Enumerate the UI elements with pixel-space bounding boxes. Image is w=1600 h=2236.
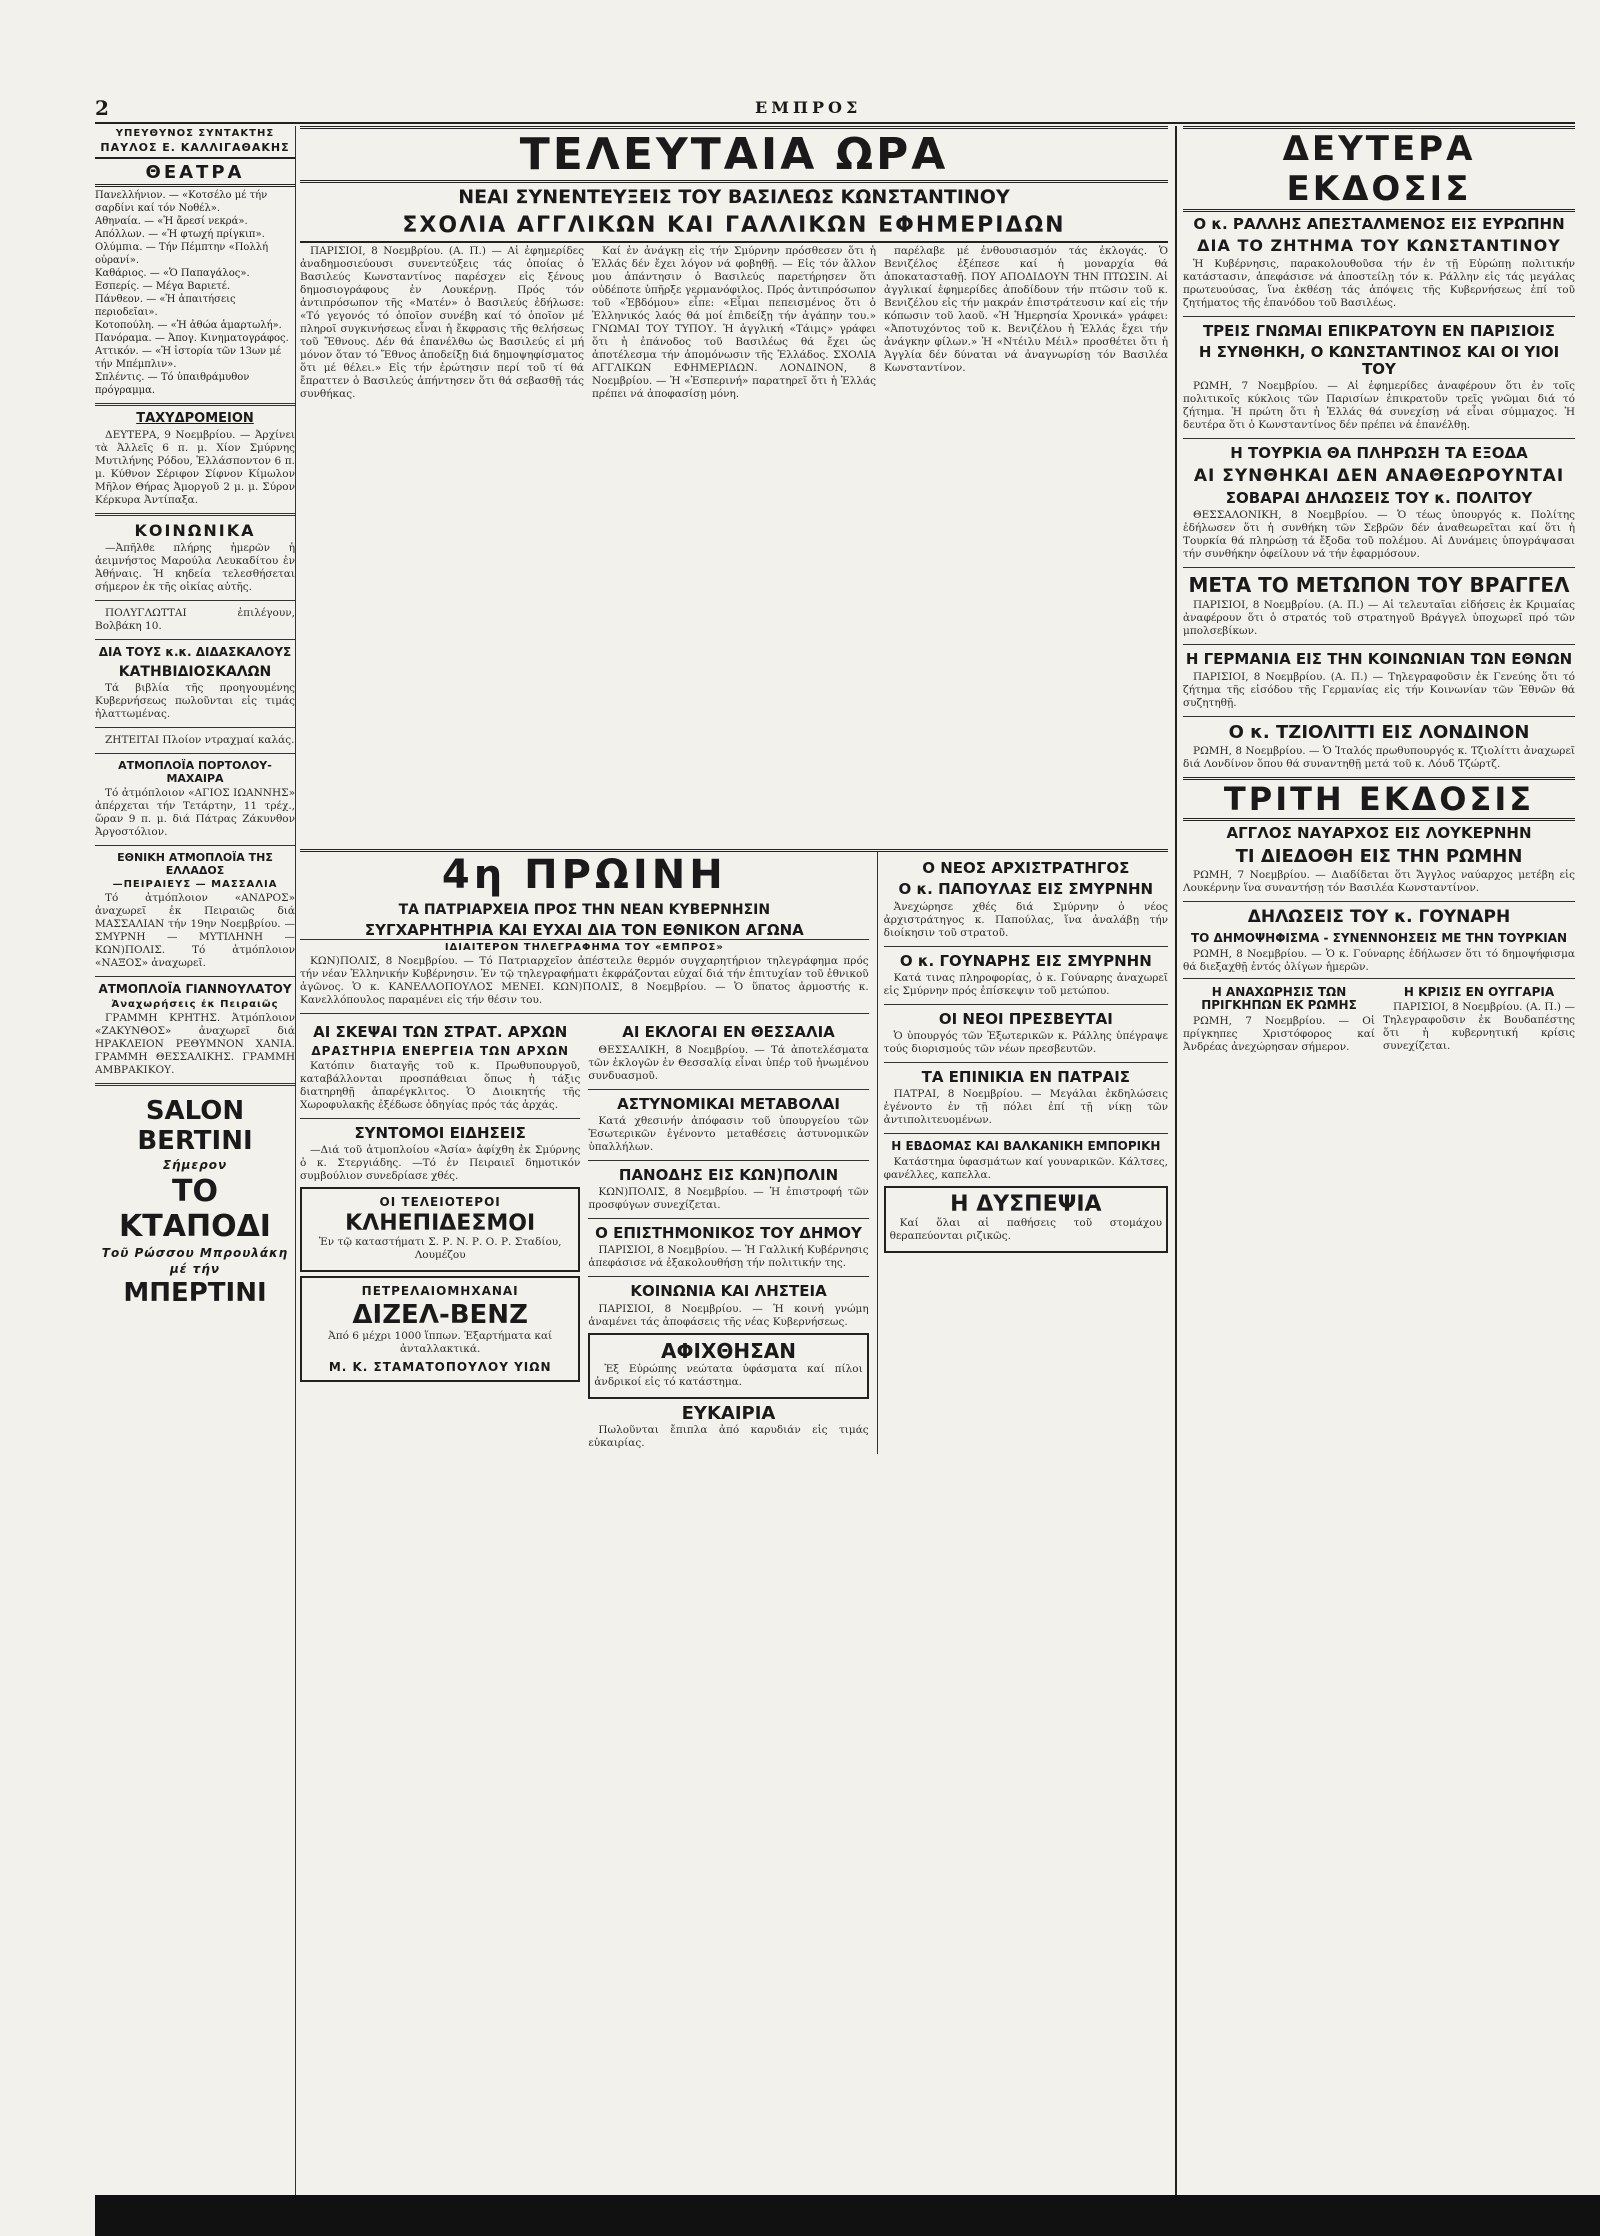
opportunity-text: Πωλοῦνται ἔπιπλα ἀπό καρυδιάν εἰς τιμάς εὐκαιρίας. — [588, 1423, 869, 1449]
wrangel-headline: ΜΕΤΑ ΤΟ ΜΕΤΩΠΟΝ ΤΟΥ ΒΡΑΓΓΕΛ — [1188, 573, 1570, 598]
ad-oil-agent: Μ. Κ. ΣΤΑΜΑΤΟΠΟΥΛΟΥ ΥΙΩΝ — [328, 1359, 552, 1374]
second-edition-title: ΔΕΥΤΕΡΑ ΕΚΔΟΣΙΣ — [1183, 126, 1575, 212]
newspaper-page — [95, 96, 1575, 2200]
last-hour-title: ΤΕΛΕΥΤΑΙΑ ΩΡΑ — [300, 126, 1168, 183]
gounaris2-text: ΡΩΜΗ, 8 Νοεμβρίου. — Ὁ κ. Γούναρης ἐδήλωσεν ὅτι τό δημοψήφισμα θά διεξαχθῇ ἐντός ὀλίγων ἡμερῶν. — [1183, 947, 1575, 973]
telegram-tag: ΙΔΙΑΙΤΕΡΟΝ ΤΗΛΕΓΡΑΦΗΜΑ ΤΟΥ «ΕΜΠΡΟΣ» — [444, 942, 724, 954]
municipal-text: ΠΑΡΙΣΙΟΙ, 8 Νοεμβρίου. — Ἡ Γαλλική Κυβέρνησις ἀπεφάσισε νά ἐξακολουθήσῃ τήν πολιτικήν της. — [588, 1244, 869, 1270]
theatre-item: Αθηναία. — «Ἡ ἄρεσί νεκρά». — [95, 215, 248, 227]
telegraph-text: ΔΕΥΤΕΡΑ, 9 Νοεμβρίου. — Ἀρχίνει τὰ Ἀλλεῖς 6 π. μ. Χίον Σμύρνης Μυτιλήνης Ρόδου, Ἑλλάσποντον 6 π. μ. Κύθνον Σέριφον Σίφνον Κίμωλον Μῆλον Θήρας Ἀμοργοῦ 2 μ. μ. Σύρον Κέρκυρα Ἀντίπαξα. — [95, 428, 295, 506]
new-leader-text: Ἀνεχώρησε χθές διά Σμύρνην ὁ νέος ἀρχιστράτηγος κ. Παπούλας, ἵνα ἀναλάβῃ τήν διοίκησιν τοῦ στρατοῦ. — [883, 900, 1168, 939]
ad1-name: ΚΑΤΗΒΙΔΙΟΣΚΑΛΩΝ — [118, 663, 272, 680]
wanted-notice: ΖΗΤΕΙΤΑΙ Πλοίον ντραχμαί καλάς. — [105, 733, 295, 746]
ship1-title: ΑΤΜΟΠΛΟΪΑ ΠΟΡΤΟΛΟΥ-ΜΑΧΑΙΡΑ — [118, 758, 272, 785]
ad-tele-name: ΚΛΗΕΠΙΔΕΣΜΟΙ — [345, 1210, 536, 1236]
lead-col-2: Καί ἐν ἀνάγκῃ εἰς τήν Σμύρνην πρόσθεσεν ὅτι ἡ Ἑλλάς δέν ἔχει λόγον νά φοβηθῇ. — Εἰς τόν ἄλλον μου ἀπάντησιν ὁ Βασιλεύς παρετήρησεν ὅτι οὐδέποτε ὑπῆρξε γερμανόφιλος. Πρός ἀντιπρόσωπον τοῦ «Ἐβδόμου» εἶπε: «Εἶμαι πεπεισμένος ὅτι ὁ Ἑλληνικός λαός θά μοί ἐπιδείξῃ τήν ἀγάπην του.» ΓΝΩΜΑΙ ΤΟΥ ΤΥΠΟΥ. Ἡ ἀγγλική «Τάιμς» γράφει ὅτι ἡ ἐπάνοδος τοῦ Βασιλέως θά ἔχει ὡς ἀποτέλεσμα τήν ἀπομόνωσιν τῆς Ἑλλάδος. ΣΧΟΛΙΑ ΑΓΓΛΙΚΩΝ ΕΦΗΜΕΡΙΔΩΝ. ΛΟΝΔΙΝΟΝ, 8 Νοεμβρίου. — Ἡ «Ἐσπερινή» παρατηρεῖ ὅτι ἡ Ἑλλάς πρέπει νά ἀποφασίσῃ μόνη. — [592, 245, 876, 401]
germany-headline: Η ΓΕΡΜΑΝΙΑ ΕΙΣ ΤΗΝ ΚΟΙΝΩΝΙΑΝ ΤΩΝ ΕΘΝΩΝ — [1185, 650, 1573, 669]
theatre-item: Πάνθεον. — «Ἡ ἀπαιτήσεις περιοδεῖαι». — [95, 293, 236, 318]
ad2-today: Σήμερον — [162, 1158, 228, 1173]
right-column — [1175, 126, 1575, 2196]
istanbul-text: ΚΩΝ)ΠΟΛΙΣ, 8 Νοεμβρίου. — Ἡ ἐπιστροφή τῶν προσφύγων συνεχίζεται. — [588, 1186, 869, 1212]
theatre-item: Ολύμπια. — Τήν Πέμπτην «Πολλή οὐρανί». — [95, 241, 269, 266]
turkey-headline: Η ΤΟΥΡΚΙΑ ΘΑ ΠΛΗΡΩΣΗ ΤΑ ΕΞΟΔΑ — [1230, 444, 1528, 463]
admiral-headline: ΑΓΓΛΟΣ ΝΑΥΑΡΧΟΣ ΕΙΣ ΛΟΥΚΕΡΝΗΝ — [1226, 824, 1532, 843]
gounaris-headline: Ο κ. ΓΟΥΝΑΡΗΣ ΕΙΣ ΣΜΥΡΝΗΝ — [899, 951, 1152, 970]
polyglot-notice: ΠΟΛΥΓΛΩΤΤΑΙ ἐπιλέγουν, Βολβάκη 10. — [95, 607, 295, 633]
three-views-headline: ΤΡΕΙΣ ΓΝΩΜΑΙ ΕΠΙΚΡΑΤΟΥΝ ΕΝ ΠΑΡΙΣΙΟΙΣ — [1202, 321, 1556, 340]
turkey-sub2: ΣΟΒΑΡΑΙ ΔΗΛΩΣΕΙΣ ΤΟΥ κ. ΠΟΛΙΤΟΥ — [1225, 489, 1533, 508]
theatre-item: Εσπερίς. — Μέγα Βαριετέ. — [95, 280, 231, 292]
admiral-sub: ΤΙ ΔΙΕΔΟΘΗ ΕΙΣ ΤΗΝ ΡΩΜΗΝ — [1235, 845, 1523, 867]
turkey-text: ΘΕΣΣΑΛΟΝΙΚΗ, 8 Νοεμβρίου. — Ὁ τέως ὑπουργός κ. Πολίτης ἐδήλωσεν ὅτι ἡ συνθήκη τῶν Σεβρῶν δέν ἀναθεωρεῖται καί ὅτι ἡ Τουρκία θά πληρώσῃ τά ἔξοδα τοῦ πολέμου. Αἱ Δυνάμεις ὑπογράψασαι τήν συνθήκην ὀφείλουν νά τήν ἐφαρμόσουν. — [1183, 509, 1575, 561]
patriarchate-sub: ΣΥΓΧΑΡΗΤΗΡΙΑ ΚΑΙ ΕΥΧΑΙ ΔΙΑ ΤΟΝ ΕΘΝΙΚΟΝ ΑΓΩΝΑ — [300, 922, 869, 940]
istanbul-headline: ΠΑΝΟΔΗΣ ΕΙΣ ΚΩΝ)ΠΟΛΙΝ — [618, 1165, 839, 1184]
arrivals-headline: ΑΦΙΧΘΗΣΑΝ — [661, 1338, 796, 1363]
page-number: 2 — [95, 96, 109, 120]
lead-col-3: παρέλαβε μέ ἐνθουσιασμόν τάς ἐκλογάς. Ὁ Βενιζέλος ἐξέπεσε καί ἡ μοναρχία θά ἀποκατασταθῇ. ΠΟΥ ΑΠΟΔΙΔΟΥΝ ΤΗΝ ΠΤΩΣΙΝ. Αἱ ἀγγλικαί ἐφημερίδες ἀποδίδουν τήν πτῶσιν τοῦ κ. Βενιζέλου εἰς τήν μακράν ἐπιστράτευσιν καί εἰς τήν κόπωσιν τοῦ λαοῦ. «Ἡ Ἡμερησία Χρονικά» γράφει: «Ἀποτυχόντος τοῦ κ. Βενιζέλου ἡ Ἑλλάς ἔχει τήν ἀνάγκην φίλων.» Ἡ «Ντέιλυ Μέιλ» προσθέτει ὅτι ἡ Ἀγγλία δέν δύναται νά ἀναγνωρίσῃ τόν Βασιλέα Κωνσταντίνον. — [884, 245, 1168, 375]
ad-tele-text: Ἐν τῷ καταστήματι Σ. Ρ. Ν. Ρ. Ο. Ρ. Σταδίου, Λουμέζου — [318, 1235, 562, 1261]
theatre-item: Πανελλήνιον. — «Κοτσέλο μέ τήν σαρδίνι καί τόν Νοθέλ». — [95, 189, 268, 214]
center-side — [877, 852, 1168, 1454]
army-sub: ΔΡΑΣΤΗΡΙΑ ΕΝΕΡΓΕΙΑ ΤΩΝ ΑΡΧΩΝ — [311, 1043, 570, 1058]
army-text: Κατόπιν διαταγῆς τοῦ κ. Πρωθυπουργοῦ, καταβάλλονται προσπάθειαι ὅπως ἡ τάξις διατηρηθῇ ἀπαρέγκλιτος. Ὁ Διοικητής τῆς Χωροφυλακῆς ἐξέδωσε ὁδηγίας πρός τάς ἀρχάς. — [300, 1059, 581, 1111]
ad2-author: Τοῦ Ρώσσου Μπρουλάκη — [101, 1246, 289, 1261]
hungary-headline: Η ΚΡΙΣΙΣ ΕΝ ΟΥΓΓΑΡΙΑ — [1403, 984, 1555, 999]
gounaris2-headline: ΔΗΛΩΣΕΙΣ ΤΟΥ κ. ΓΟΥΝΑΡΗ — [1247, 907, 1511, 928]
theatres-title: ΘΕΑΤΡΑ — [95, 163, 295, 187]
commerce-headline: Η ΕΒΔΟΜΑΣ ΚΑΙ ΒΑΛΚΑΝΙΚΗ ΕΜΠΟΡΙΚΗ — [891, 1139, 1161, 1154]
soc2-headline: ΚΟΙΝΩΝΙΑ ΚΑΙ ΛΗΣΤΕΙΑ — [630, 1282, 827, 1301]
giolitti-text: ΡΩΜΗ, 8 Νοεμβρίου. — Ὁ Ἰταλός πρωθυπουργός κ. Τζιολίττι ἀναχωρεῖ διά Λονδίνον ὅπου θά συναντηθῇ μετά τοῦ κ. Λόυδ Τζώρτζ. — [1183, 745, 1575, 771]
ship3-text: ΓΡΑΜΜΗ ΚΡΗΤΗΣ. Ἀτμόπλοιον «ΖΑΚΥΝΘΟΣ» ἀναχωρεῖ διά ΗΡΑΚΛΕΙΟΝ ΡΕΘΥΜΝΟΝ ΧΑΝΙΑ. ΓΡΑΜΜΗ ΘΕΣΣΑΛΙΚΗΣ. ΓΡΑΜΜΗ ΑΜΒΡΑΚΙΚΟΥ. — [95, 1012, 295, 1077]
patras-text: ΠΑΤΡΑΙ, 8 Νοεμβρίου. — Μεγάλαι ἐκδηλώσεις ἐγένοντο ἐν τῇ πόλει ἐπί τῇ νίκῃ τῶν ἀντιπολιτευομένων. — [883, 1088, 1168, 1127]
theatres-list — [95, 189, 295, 397]
telegraph-title: ΤΑΧΥΔΡΟΜΕΙΟΝ — [136, 410, 254, 426]
editor-name: ΠΑΥΛΟΣ Ε. ΚΑΛΛΙΓΑΘΑΚΗΣ — [95, 141, 295, 159]
ad-oil-name: ΔΙΖΕΛ-ΒΕΝΖ — [352, 1299, 528, 1330]
ship2-sub: —ΠΕΙΡΑΙΕΥΣ — ΜΑΣΣΑΛΙΑ — [112, 879, 278, 891]
giolitti-headline: Ο κ. ΤΖΙΟΛΙΤΤΙ ΕΙΣ ΛΟΝΔΙΝΟΝ — [1228, 721, 1530, 743]
three-views-text: ΡΩΜΗ, 7 Νοεμβρίου. — Αἱ ἐφημερίδες ἀναφέρουν ὅτι ἐν τοῖς πολιτικοῖς κύκλοις τῶν Παρισίων ἐπικρατοῦν τρεῖς γνῶμαι διά τό ζήτημα. Ἡ πρώτη ὅτι ἡ Ἑλλάς θά συνεχίσῃ νά εἶναι σύμμαχος. Ἡ δευτέρα ὅτι ὁ Κωνσταντίνος δέν πρέπει νά ἐπανέλθῃ. — [1183, 380, 1575, 432]
ad-oil-title: ΠΕΤΡΕΛΑΙΟΜΗΧΑΝΑΙ — [361, 1283, 519, 1298]
gounaris-text: Κατά τινας πληροφορίας, ὁ κ. Γούναρης ἀναχωρεῖ εἰς Σμύρνην πρός ἐπίσκεψιν τοῦ μετώπου. — [883, 971, 1168, 997]
police-text: Κατά χθεσινήν ἀπόφασιν τοῦ ὑπουργείου τῶν Ἐσωτερικῶν ἐγένοντο μεταθέσεις ἀστυνομικῶν ὑπαλλήλων. — [588, 1114, 869, 1153]
princes-text: ΡΩΜΗ, 7 Νοεμβρίου. — Οἱ πρίγκηπες Χριστόφορος καί Ἀνδρέας ἀνεχώρησαν σήμερον. — [1183, 1015, 1375, 1054]
arrivals-text: Ἐξ Εὐρώπης νεώτατα ὑφάσματα καί πίλοι ἀνδρικοί εἰς τό κατάστημα. — [594, 1362, 863, 1388]
dyspepsia-headline: Η ΔΥΣΠΕΨΙΑ — [950, 1192, 1102, 1218]
new-leader-headline: Ο ΝΕΟΣ ΑΡΧΙΣΤΡΑΤΗΓΟΣ — [922, 859, 1130, 878]
briefs-title: ΣΥΝΤΟΜΟΙ ΕΙΔΗΣΕΙΣ — [354, 1123, 526, 1142]
wrangel-text: ΠΑΡΙΣΙΟΙ, 8 Νοεμβρίου. (Α. Π.) — Αἱ τελευταῖαι εἰδήσεις ἐκ Κριμαίας ἀναφέρουν ὅτι ὁ στρατός τοῦ στρατηγοῦ Βράγγελ ὑποχωρεῖ πρό τῶν μπολσεβίκων. — [1183, 599, 1575, 638]
rallis-headline: Ο κ. ΡΑΛΛΗΣ ΑΠΕΣΤΑΛΜΕΝΟΣ ΕΙΣ ΕΥΡΩΠΗΝ — [1193, 215, 1565, 233]
social-text: —Ἀπῆλθε πλήρης ἡμερῶν ἡ ἀειμνήστος Μαρούλα Λευκαδίτου ἐν Ἀθήναις. Ἡ κηδεία τελεσθήσεται σήμερον ἐκ τῆς οἰκίας αὐτῆς. — [95, 542, 295, 594]
third-edition-title: ΤΡΙΤΗ ΕΚΔΟΣΙΣ — [1183, 777, 1575, 821]
ad-tele-title: ΟΙ ΤΕΛΕΙΟΤΕΡΟΙ — [379, 1194, 501, 1209]
ad-oil-text: Ἀπό 6 μέχρι 1000 ἵππων. Ἐξαρτήματα καί ἀνταλλακτικά. — [328, 1329, 553, 1355]
morning-title: 4η ΠΡΩΙΝΗ — [441, 852, 727, 899]
ad2-play: ΤΟ ΚΤΑΠΟΔΙ — [119, 1174, 271, 1245]
ship3-title: ΑΤΜΟΠΛΟΪΑ ΓΙΑΝΝΟΥΛΑΤΟΥ — [98, 982, 292, 997]
lead-article — [300, 245, 1168, 845]
three-views-sub: Η ΣΥΝΘΗΚΗ, Ο ΚΩΝΣΤΑΝΤΙΝΟΣ ΚΑΙ ΟΙ ΥΙΟΙ ΤΟΥ — [1198, 342, 1560, 379]
rallis-sub: ΔΙΑ ΤΟ ΖΗΤΗΜΑ ΤΟΥ ΚΩΝΣΤΑΝΤΙΝΟΥ — [1197, 236, 1561, 256]
hungary-text: ΠΑΡΙΣΙΟΙ, 8 Νοεμβρίου. (Α. Π.) — Τηλεγραφοῦσιν ἐκ Βουδαπέστης ὅτι ἡ κυβερνητική κρίσις συνεχίζεται. — [1383, 1001, 1575, 1053]
elections-headline: ΑΙ ΕΚΛΟΓΑΙ ΕΝ ΘΕΣΣΑΛΙΑ — [622, 1023, 835, 1042]
ad1-text: Τά βιβλία τῆς προηγουμένης Κυβερνήσεως πωλοῦνται εἰς τιμάς ἡλαττωμένας. — [95, 681, 295, 720]
center-column — [300, 126, 1168, 2196]
admiral-text: ΡΩΜΗ, 7 Νοεμβρίου. — Διαδίδεται ὅτι Ἄγγλος ναύαρχος μετέβη εἰς Λουκέρνην ἵνα συναντήσῃ τόν Βασιλέα Κωνσταντίνον. — [1183, 869, 1575, 895]
left-column — [95, 126, 296, 2196]
theatre-item: Σπλέντις. — Τό ὑπαιθράμυθον πρόγραμμα. — [95, 371, 250, 396]
lead-subheadline: ΣΧΟΛΙΑ ΑΓΓΛΙΚΩΝ ΚΑΙ ΓΑΛΛΙΚΩΝ ΕΦΗΜΕΡΙΔΩΝ — [300, 213, 1168, 243]
elections-text: ΘΕΣΣΑΛΙΚΗ, 8 Νοεμβρίου. — Τά ἀποτελέσματα τῶν ἐκλογῶν ἐν Θεσσαλίᾳ εἶναι ὑπέρ τοῦ ἡνωμένου συνδυασμοῦ. — [588, 1043, 869, 1082]
theatre-item: Αττικόν. — «Ἡ ἱστορία τῶν 13ων μέ τήν Μπέμπλιν». — [95, 345, 282, 370]
lead-headline: ΝΕΑΙ ΣΥΝΕΝΤΕΥΞΕΙΣ ΤΟΥ ΒΑΣΙΛΕΩΣ ΚΩΝΣΤΑΝΤΙΝΟΥ — [458, 186, 1010, 208]
social-title: ΚΟΙΝΩΝΙΚΑ — [134, 520, 256, 540]
salon-bertini-ad: SALON BERTINI — [137, 1096, 253, 1157]
dyspepsia-text: Καί ὅλαι αἱ παθήσεις τοῦ στομάχου θεραπεύονται ριζικῶς. — [889, 1217, 1162, 1243]
gounaris2-sub: ΤΟ ΔΗΜΟΨΗΦΙΣΜΑ - ΣΥΝΕΝΝΟΗΣΕΙΣ ΜΕ ΤΗΝ ΤΟΥΡΚΙΑΝ — [1190, 930, 1568, 945]
rallis-text: Ἡ Κυβέρνησις, παρακολουθοῦσα τήν ἐν τῇ Εὐρώπῃ πολιτικήν κατάστασιν, ἀπεφάσισε νά ἀποστείλῃ τόν κ. Ράλλην εἰς τάς μεγάλας πρωτευούσας, ἵνα ἐκθέσῃ τάς ἀπόψεις τῆς Κυβερνήσεως ἐπί τοῦ ζητήματος τῆς ἐπανόδου τοῦ Βασιλέως. — [1183, 257, 1575, 309]
lead-col-1: ΠΑΡΙΣΙΟΙ, 8 Νοεμβρίου. (Α. Π.) — Αἱ ἐφημερίδες ἀναδημοσιεύουσι συνεντεύξεις τάς ὁποίας ὁ Βασιλεύς Κωνσταντίνος παρέσχεν εἰς ξένους δημοσιογράφους ἐν Λουκέρνῃ. Πρός τόν ἀντιπρόσωπον τῆς «Ματέν» ὁ Βασιλεύς ἐδήλωσε: «Τό γεγονός τό ὁποῖον συνέβη καί τό ὁποῖον μέ πληροῖ συγκινήσεως εἶναι ἡ ἔκφρασις τῆς θελήσεως τοῦ Ἔθνους. Δέν θά ἐπανέλθω ὡς Βασιλεύς εἰ μή μόνον ὅταν τό Ἔθνος ἀποδείξῃ διά δημοψηφίσματος ὅτι μέ θέλει.» Εἰς τήν ἐρώτησιν περί τοῦ τί θά ἔπραττεν ὁ Βασιλεύς ἀπήντησεν ὅτι θά σεβασθῇ τάς συνθήκας. — [300, 245, 584, 401]
ad2-with: μέ τήν — [169, 1262, 221, 1277]
patriarchate-text: ΚΩΝ)ΠΟΛΙΣ, 8 Νοεμβρίου. — Τό Πατριαρχεῖον ἀπέστειλε θερμόν συγχαρητήριον τηλεγράφημα πρός τήν νέαν Ἑλληνικήν Κυβέρνησιν. Ἐν τῷ τηλεγραφήματι ἐκφράζονται εὐχαί διά τήν ἐπιτυχίαν τοῦ ἐθνικοῦ ἀγῶνος. Ὁ κ. ΚΑΝΕΛΛΟΠΟΥΛΟΣ ΜΕΝΕΙ. ΚΩΝ)ΠΟΛΙΣ, 8 Νοεμβρίου. — Ὁ ὕπατος ἀρμοστής κ. Κανελλόπουλος παραμένει εἰς τήν θέσιν του. — [300, 955, 869, 1007]
ad1-title: ΔΙΑ ΤΟΥΣ κ.κ. ΔΙΔΑΣΚΑΛΟΥΣ — [98, 645, 292, 660]
paper-name: ΕΜΠΡΟΣ — [755, 98, 862, 117]
scan-edge-shadow — [95, 2195, 1600, 2236]
editor-label: ΥΠΕΥΘΥΝΟΣ ΣΥΝΤΑΚΤΗΣ — [115, 128, 275, 139]
ambassadors-text: Ὁ ὑπουργός τῶν Ἐξωτερικῶν κ. Ράλλης ὑπέγραψε τούς διορισμούς τῶν νέων πρεσβευτῶν. — [883, 1030, 1168, 1056]
police-headline: ΑΣΤΥΝΟΜΙΚΑΙ ΜΕΤΑΒΟΛΑΙ — [617, 1094, 840, 1113]
theatre-item: Καθάριος. — «Ὁ Παπαγάλος». — [95, 267, 250, 279]
princes-headline: Η ΑΝΑΧΩΡΗΣΙΣ ΤΩΝ ΠΡΙΓΚΗΠΩΝ ΕΚ ΡΩΜΗΣ — [1201, 984, 1357, 1013]
briefs-text: —Διά τοῦ ἀτμοπλοίου «Ἀσία» ἀφίχθη ἐκ Σμύρνης ὁ κ. Στεργιάδης. —Τό ἐν Πειραιεῖ δημοτικόν συμβούλιον συνεδρίασε χθές. — [300, 1143, 581, 1182]
theatre-item: Κοτοπούλη. — «Ἡ ἀθώα ἁμαρτωλή». — [95, 319, 282, 331]
soc2-text: ΠΑΡΙΣΙΟΙ, 8 Νοεμβρίου. — Ἡ κοινή γνώμη ἀναμένει τάς ἀποφάσεις τῆς νέας Κυβερνήσεως. — [588, 1302, 869, 1328]
masthead — [95, 96, 1575, 124]
ship2-title: ΕΘΝΙΚΗ ΑΤΜΟΠΛΟΪΑ ΤΗΣ ΕΛΛΑΔΟΣ — [117, 851, 273, 877]
ship3-sub: Ἀναχωρήσεις ἐκ Πειραιῶς — [111, 999, 279, 1011]
germany-text: ΠΑΡΙΣΙΟΙ, 8 Νοεμβρίου. (Α. Π.) — Τηλεγραφοῦσιν ἐκ Γενεύης ὅτι τό ζήτημα τῆς εἰσόδου τῆς Γερμανίας εἰς τήν Κοινωνίαν τῶν Ἐθνῶν θά συζητηθῇ. — [1183, 670, 1575, 709]
turkey-sub: ΑΙ ΣΥΝΘΗΚΑΙ ΔΕΝ ΑΝΑΘΕΩΡΟΥΝΤΑΙ — [1193, 465, 1565, 486]
lower-center — [300, 849, 1168, 1454]
opportunity-headline: ΕΥΚΑΙΡΙΑ — [681, 1402, 776, 1424]
commerce-text: Κατάστημα ὑφασμάτων καί γουναρικῶν. Κάλτσες, φανέλλες, καπελλα. — [883, 1156, 1168, 1182]
ad2-star: ΜΠΕΡΤΙΝΙ — [123, 1278, 267, 1309]
patriarchate-headline: ΤΑ ΠΑΤΡΙΑΡΧΕΙΑ ΠΡΟΣ ΤΗΝ ΝΕΑΝ ΚΥΒΕΡΝΗΣΙΝ — [398, 902, 771, 919]
theatre-item: Απόλλων. — «Ἡ φτωχή πρίγκιπ». — [95, 228, 265, 240]
municipal-headline: Ο ΕΠΙΣΤΗΜΟΝΙΚΟΣ ΤΟΥ ΔΗΜΟΥ — [595, 1224, 862, 1243]
patras-headline: ΤΑ ΕΠΙΝΙΚΙΑ ΕΝ ΠΑΤΡΑΙΣ — [921, 1068, 1131, 1087]
new-leader-sub: Ο κ. ΠΑΠΟΥΛΑΣ ΕΙΣ ΣΜΥΡΝΗΝ — [898, 880, 1154, 899]
army-headline: ΑΙ ΣΚΕΨΑΙ ΤΩΝ ΣΤΡΑΤ. ΑΡΧΩΝ — [313, 1023, 568, 1042]
ambassadors-headline: ΟΙ ΝΕΟΙ ΠΡΕΣΒΕΥΤΑΙ — [938, 1009, 1113, 1028]
morning-section — [300, 852, 869, 1454]
ship1-text: Τό ἀτμόπλοιον «ΑΓΙΟΣ ΙΩΑΝΝΗΣ» ἀπέρχεται τήν Τετάρτην, 11 τρέχ., ὥραν 9 π. μ. διά Πάτρας Ζάκυνθον Ἀργοστόλιον. — [95, 787, 295, 839]
ship2-text: Τό ἀτμόπλοιον «ΑΝΔΡΟΣ» ἀναχωρεῖ ἐκ Πειραιῶς διά ΜΑΣΣΑΛΙΑΝ τήν 19ην Νοεμβρίου. — ΣΜΥΡΝΗ — ΜΥΤΙΛΗΝΗ — ΚΩΝ)ΠΟΛΙΣ. Τό ἀτμόπλοιον «ΝΑΞΟΣ» ἀναχωρεῖ. — [95, 892, 295, 970]
theatre-item: Πανόραμα. — Ἀπογ. Κινηματογράφος. — [95, 332, 289, 344]
